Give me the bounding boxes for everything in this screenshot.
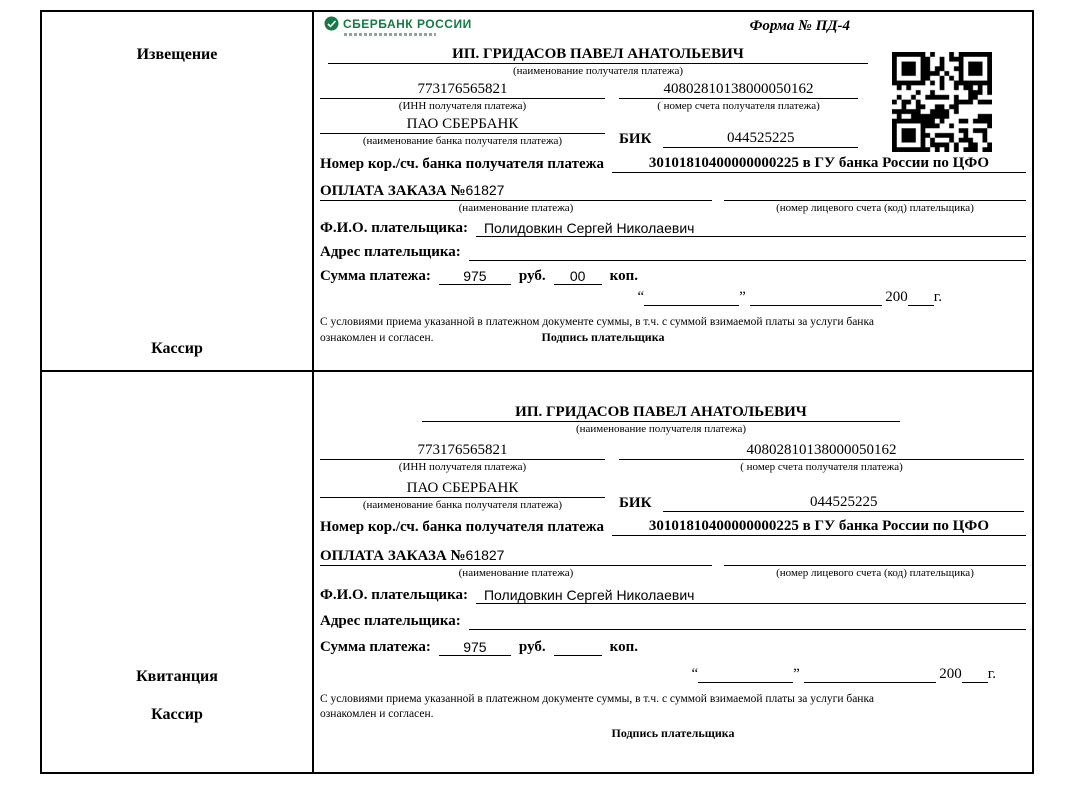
personal-account-blank	[724, 185, 1026, 201]
date-year: 200	[885, 289, 908, 305]
purpose-value: 61827	[465, 547, 505, 563]
rub-label: руб.	[518, 268, 546, 284]
payer-address-row	[320, 244, 1026, 261]
payment-sum-row	[320, 639, 1026, 656]
personal-account-caption: (номер лицевого счета (код) плательщика)	[776, 567, 974, 579]
quote-open: “	[691, 666, 699, 682]
date-year-suffix: г.	[933, 289, 942, 305]
inn-caption: (ИНН получателя платежа)	[398, 461, 527, 473]
notice-side-column	[42, 12, 314, 370]
bank-name: ПАО СБЕРБАНК	[320, 480, 605, 498]
payer-name-row	[320, 587, 1026, 604]
corr-value: 30101810400000000225 в ГУ банка России по ЦФО	[612, 518, 1026, 536]
pd4-form	[40, 10, 1034, 774]
purpose-value: 61827	[465, 182, 505, 198]
payee-name: ИП. ГРИДАСОВ ПАВЕЛ АНАТОЛЬЕВИЧ	[422, 404, 900, 422]
bank-name: ПАО СБЕРБАНК	[320, 116, 605, 134]
agreement-line-1: С условиями приема указанной в платежном документе суммы, в т.ч. с суммой взимаемой платы за услуги банка	[320, 316, 874, 328]
sum-rubles: 975	[439, 268, 511, 285]
purpose-label: ОПЛАТА ЗАКАЗА №	[320, 183, 466, 199]
notice-header	[320, 16, 1026, 44]
payment-sum-row	[320, 268, 1026, 285]
payer-address-label: Адрес плательщика:	[320, 613, 461, 629]
purpose-captions	[320, 566, 1026, 580]
inn-value: 773176565821	[320, 442, 605, 460]
date-year-suffix: г.	[987, 666, 996, 682]
payment-purpose	[320, 547, 712, 566]
bik-value: 044525225	[663, 130, 858, 148]
sum-rubles: 975	[439, 639, 511, 656]
rub-label: руб.	[518, 639, 546, 655]
inn-account-row	[320, 442, 1026, 474]
notice-section	[42, 12, 1032, 372]
cashier-label-bottom: Кассир	[151, 706, 203, 723]
payee-name: ИП. ГРИДАСОВ ПАВЕЛ АНАТОЛЬЕВИЧ	[328, 46, 868, 64]
corr-label: Номер кор./сч. банка получателя платежа	[320, 156, 604, 172]
notice-content	[314, 12, 1032, 370]
payment-purpose-row	[320, 547, 1026, 566]
date-row	[320, 289, 1026, 306]
sberbank-logo-text: СБЕРБАНК РОССИИ	[343, 16, 472, 31]
date-month-blank	[750, 290, 882, 306]
receipt-content	[314, 372, 1032, 772]
sberbank-icon	[324, 16, 339, 31]
inn-caption: (ИНН получателя платежа)	[398, 100, 527, 112]
agreement-line-2: ознакомлен и согласен. Подпись плательщика	[320, 330, 665, 344]
date-year-blank	[908, 290, 934, 306]
payment-purpose-row	[320, 182, 1026, 201]
sum-label: Сумма платежа:	[320, 639, 431, 655]
corr-account-row	[320, 518, 1026, 536]
date-month-blank	[804, 667, 936, 683]
date-row	[320, 666, 1026, 683]
payee-caption: (наименование получателя платежа)	[512, 65, 684, 77]
sberbank-logo	[324, 16, 472, 36]
payer-name-label: Ф.И.О. плательщика:	[320, 220, 468, 236]
account-value: 40802810138000050162	[619, 442, 1024, 460]
date-year: 200	[939, 666, 962, 682]
form-title: Форма № ПД-4	[749, 18, 850, 34]
quote-close: ”	[739, 289, 746, 305]
bik-label: БИК	[619, 131, 652, 147]
purpose-label: ОПЛАТА ЗАКАЗА №	[320, 548, 466, 564]
corr-value: 30101810400000000225 в ГУ банка России по ЦФО	[612, 155, 1026, 173]
account-caption: ( номер счета получателя платежа)	[740, 461, 903, 473]
account-value: 40802810138000050162	[619, 81, 858, 99]
payer-name-value: Полидовкин Сергей Николаевич	[476, 587, 1026, 604]
corr-label: Номер кор./сч. банка получателя платежа	[320, 519, 604, 535]
receipt-section	[42, 372, 1032, 772]
agreement-line-1: С условиями приема указанной в платежном документе суммы, в т.ч. с суммой взимаемой платы за услуги банка	[320, 693, 874, 705]
payer-name-label: Ф.И.О. плательщика:	[320, 587, 468, 603]
payer-address-label: Адрес плательщика:	[320, 244, 461, 260]
payer-address-row	[320, 613, 1026, 630]
kop-label: коп.	[609, 268, 638, 284]
sum-kopecks	[554, 655, 602, 656]
kop-label: коп.	[609, 639, 638, 655]
payer-signature-label: Подпись плательщика	[611, 726, 735, 740]
inn-value: 773176565821	[320, 81, 605, 99]
agreement-text	[320, 315, 1026, 346]
payer-name-value: Полидовкин Сергей Николаевич	[476, 220, 1026, 237]
account-caption: ( номер счета получателя платежа)	[657, 100, 820, 112]
receipt-side-column	[42, 372, 314, 772]
cashier-label-top: Кассир	[151, 340, 203, 357]
bik-value: 044525225	[663, 494, 1024, 512]
payer-address-blank	[469, 614, 1026, 630]
date-year-blank	[962, 667, 988, 683]
receipt-label: Квитанция	[136, 668, 218, 685]
quote-close: ”	[793, 666, 800, 682]
logo-tagline	[344, 33, 436, 36]
personal-account-caption: (номер лицевого счета (код) плательщика)	[776, 202, 974, 214]
agreement-line-2: ознакомлен и согласен.	[320, 708, 434, 720]
payment-purpose	[320, 182, 712, 201]
bik-label: БИК	[619, 495, 652, 511]
purpose-captions	[320, 201, 1026, 215]
corr-account-row	[320, 155, 1026, 173]
payer-name-row	[320, 220, 1026, 237]
qr-code	[892, 52, 992, 152]
sum-kopecks: 00	[554, 268, 602, 285]
personal-account-blank	[724, 550, 1026, 566]
payee-block	[320, 404, 1026, 436]
agreement-text	[320, 692, 1026, 722]
bank-caption: (наименование банка получателя платежа)	[362, 135, 563, 147]
purpose-caption: (наименование платежа)	[458, 567, 574, 579]
payer-address-blank	[469, 245, 1026, 261]
date-day-blank	[644, 290, 739, 306]
purpose-caption: (наименование платежа)	[458, 202, 574, 214]
bank-caption: (наименование банка получателя платежа)	[362, 499, 563, 511]
date-day-blank	[698, 667, 793, 683]
payee-caption: (наименование получателя платежа)	[575, 423, 747, 435]
sum-label: Сумма платежа:	[320, 268, 431, 284]
quote-open: “	[637, 289, 645, 305]
payer-signature-label: Подпись плательщика	[541, 330, 665, 344]
notice-label: Извещение	[136, 46, 218, 63]
top-spacer	[320, 376, 1026, 402]
bank-bik-row	[320, 480, 1026, 512]
